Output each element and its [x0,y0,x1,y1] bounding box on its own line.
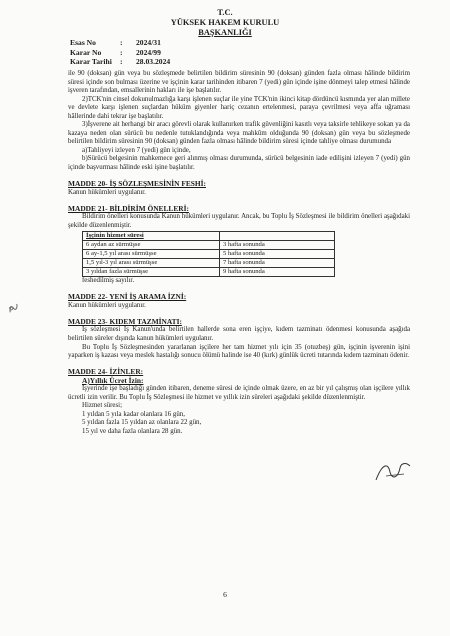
paragraph-3a: a)Tahliyeyi izleyen 7 (yedi) gün içinde, [82,146,191,154]
table-row [83,268,335,277]
notice-cell: 3 hafta sonunda [220,241,335,250]
paragraph-3: 3)İşverene ait herhangi bir aracı görevli olarak kullanırken trafik güvenliğini kasıtlı veya taksirle tehlikeye sokan ya da kazaya neden olan sürücü bu nedenle tutuklandığında veya mahkûm olduğunda 90 (doksan) gün veya bu sözleşmede belirtilen bildirim süresinin 90 (doksan) günden fazla olması hâlinde bildirim süresi içinde tahliye olması durumunda [68,121,410,146]
service-list-title: Hizmet süresi; [82,402,122,410]
service-cell: 3 yıldan fazla sürmüşse [83,268,220,277]
margin-mark-icon [6,301,22,317]
notice-cell: 5 hafta sonunda [220,250,335,259]
meta-key: Esas No [70,38,96,47]
article-24-subtitle: A)Yıllık Ücret İzin: [82,375,144,385]
meta-value: 28.03.2024 [136,57,171,67]
meta-sep: : [120,47,123,57]
list-item: 1 yıldan 5 yıla kadar olanlara 16 gün, [82,410,185,418]
meta-row-esas [70,38,170,48]
header-line-1: T.C. [217,8,233,17]
document-body [68,70,410,437]
meta-value: 2024/99 [136,47,161,57]
list-item: 15 yıl ve daha fazla olanlara 28 gün. [82,428,183,435]
table-row [83,259,335,268]
article-20-text: Kanun hükümleri uygulanır. [68,188,146,196]
meta-key: Karar Tarihi [70,57,112,67]
case-meta [70,38,170,67]
table-header-empty [220,232,335,241]
page-number: 6 [223,590,227,599]
service-cell: 1,5 yıl-3 yıl arası sürmüşse [83,259,220,268]
article-22-text: Kanun hükümleri uygulanır. [68,301,146,309]
document-header [0,8,450,38]
notice-period-table [82,231,335,277]
meta-value: 2024/31 [136,38,161,47]
meta-row-tarih [70,57,170,67]
table-row [83,250,335,259]
table-header-cell: İşçinin hizmet süresi [83,232,220,241]
meta-sep: : [120,38,123,47]
meta-row-karar [70,48,170,58]
notice-cell: 9 hafta sonunda [220,268,335,277]
article-24-p1: İşyerinde işe başladığı günden itibaren, deneme süresi de içinde olmak üzere, en az bir yıl çalışmış olan işçilere yıllık ücretli izin verilir. Bu Toplu İş Sözleşmesi ile hizmet ve yıllık izin süreleri aşağıdaki şekilde düzenlenmiştir. [68,385,410,401]
meta-key: Karar No [70,47,102,57]
list-item: 5 yıldan fazla 15 yıldan az olanlara 22 gün, [82,419,202,427]
notice-cell: 7 hafta sonunda [220,259,335,268]
paragraph-2: 2)TCK'nin cinsel dokunulmazlığa karşı işlenen suçlar ile yine TCK'nin ikinci kitap dördüncü kısmında yer alan millete ve devlete karşı işlenen suçlardan hüküm giyenler hariç cezanın ertelenmesi, paraya çevrilmesi veya affa uğraması hâllerinde dahi tekrar işe başlatılır. [68,95,410,120]
article-20-title: MADDE 20- İŞ SÖZLEŞMESİNİN FESHİ: [68,179,206,189]
header-line-3: BAŞKANLIĞI [198,28,252,37]
article-24-title: MADDE 24- İZİNLER: [68,367,144,377]
paragraph-continuation: ile 90 (doksan) gün veya bu sözleşmede belirtilen bildirim süresinin 90 (doksan) günden fazla olması hâlinde bildirim süresi içinde son bulması üzerine ve işçinin karar tarihinden itibaren 7 (yedi) gün içinde işine dönmeyi talep etmesi hâlinde işveren tarafından, emsallerinin hakları ile işe başlatılır. [68,70,410,95]
paragraph-3b: b)Sürücü belgesinin mahkemece geri alınmış olması durumunda, sürücü belgesinin iade edilişini izleyen 7 (yedi) gün içinde başvurması hâlinde eski işine başlatılır. [68,155,410,172]
service-cell: 6 ay-1,5 yıl arası sürmüşse [83,250,220,259]
article-21-after: feshedilmiş sayılır. [82,277,135,285]
article-21-text: Bildirim önelleri konusunda Kanun hükümleri uygulanır. Ancak, bu Toplu İş Sözleşmesi ile bildirim önelleri aşağıdaki şekilde düzenlenmiştir. [68,213,410,229]
meta-sep: : [120,57,123,67]
article-22-title: MADDE 22- YENİ İŞ ARAMA İZNİ: [68,292,187,302]
table-header-row [83,232,335,241]
table-row [83,241,335,250]
header-line-2: YÜKSEK HAKEM KURULU [170,18,280,27]
article-21-title: MADDE 21- BİLDİRİM ÖNELLERİ: [68,203,189,213]
article-23-title: MADDE 23- KIDEM TAZMİNATI: [68,316,182,326]
service-cell: 6 aydan az sürmüşse [83,241,220,250]
signature-scribble-icon [374,458,414,491]
article-23-p2: Bu Toplu İş Sözleşmesinden yararlanan işçilere her tam hizmet yılı için 35 (otuzbeş) gün, işçinin işverenin işini yaparken iş kazası veya meslek hastalığı sonucu ölümü halinde ise 40 (kırk) günlük ücreti tutarında kıdem tazminatı ödenir. [68,343,410,360]
article-23-p1: İş sözleşmesi İş Kanun'unda belirtilen hallerde sona eren işçiye, kıdem tazminatı ödenmesi konusunda aşağıda belirtilen süreler dışında kanun hükümleri uygulanır. [68,326,410,343]
